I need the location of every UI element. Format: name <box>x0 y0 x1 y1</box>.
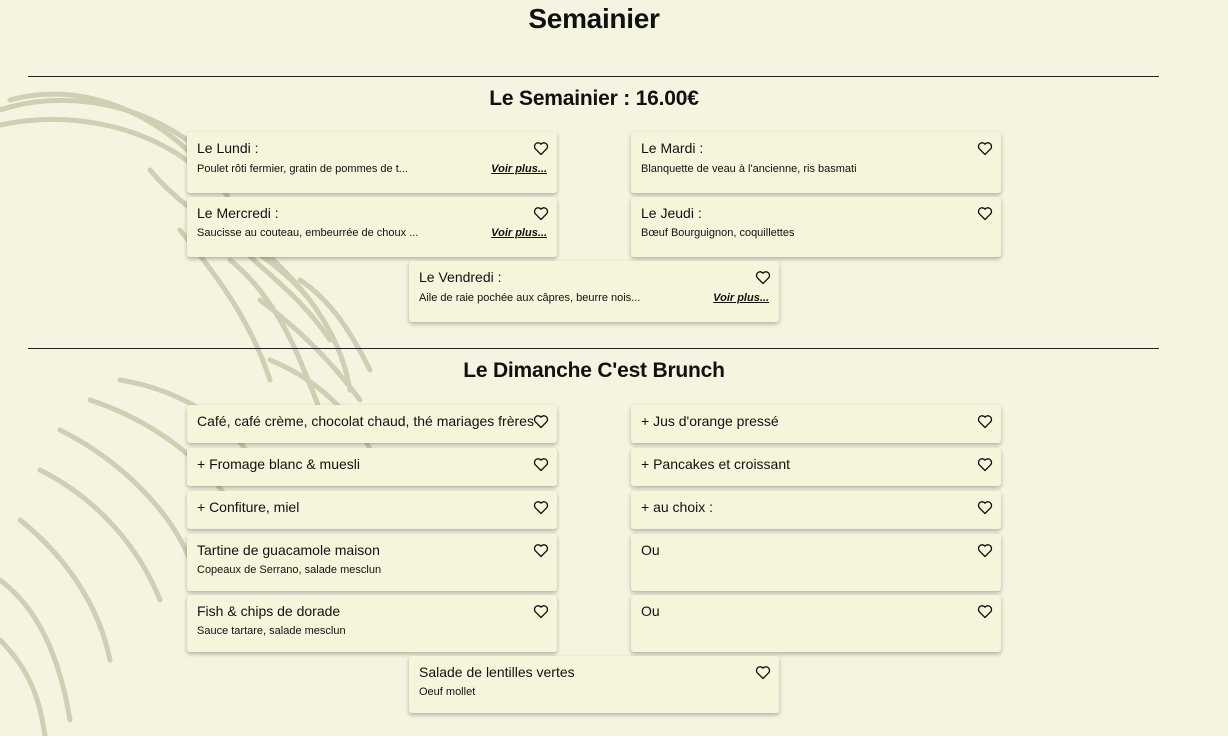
menu-item-description: Oeuf mollet <box>419 686 476 698</box>
menu-item-name: Ou <box>641 603 660 619</box>
menu-item-name: Le Jeudi : <box>641 205 702 221</box>
heart-outline-icon[interactable] <box>977 500 993 515</box>
heart-outline-icon[interactable] <box>977 206 993 221</box>
menu-item-description: Bœuf Bourguignon, coquillettes <box>641 227 795 239</box>
voir-plus-link[interactable]: Voir plus... <box>713 292 769 304</box>
menu-card-salade-lentilles[interactable] <box>409 656 779 713</box>
menu-card-confiture[interactable] <box>187 491 557 529</box>
section-divider <box>28 348 1159 349</box>
menu-item-name: Le Mercredi : <box>197 205 279 221</box>
page-title: Semainier <box>528 3 660 34</box>
menu-item-name: Le Vendredi : <box>419 269 502 285</box>
heart-outline-icon[interactable] <box>533 543 549 558</box>
voir-plus-link[interactable]: Voir plus... <box>491 163 547 175</box>
section-title-semainier: Le Semainier : 16.00€ <box>489 87 699 110</box>
heart-outline-icon[interactable] <box>977 543 993 558</box>
menu-card-ou[interactable] <box>631 534 1001 591</box>
menu-item-description: Sauce tartare, salade mesclun <box>197 625 346 637</box>
heart-outline-icon[interactable] <box>977 604 993 619</box>
heart-outline-icon[interactable] <box>755 270 771 285</box>
menu-card-jeudi[interactable] <box>631 197 1001 257</box>
menu-item-name: Salade de lentilles vertes <box>419 664 575 680</box>
heart-outline-icon[interactable] <box>533 414 549 429</box>
heart-outline-icon[interactable] <box>533 500 549 515</box>
menu-item-name: Tartine de guacamole maison <box>197 542 380 558</box>
heart-outline-icon[interactable] <box>533 206 549 221</box>
voir-plus-link[interactable]: Voir plus... <box>491 227 547 239</box>
menu-card-lundi[interactable] <box>187 132 557 193</box>
menu-item-name: Le Mardi : <box>641 140 704 156</box>
heart-outline-icon[interactable] <box>533 457 549 472</box>
menu-card-au-choix[interactable] <box>631 491 1001 529</box>
menu-item-name: + Jus d'orange pressé <box>641 413 779 429</box>
menu-card-mercredi[interactable] <box>187 197 557 257</box>
menu-card-fromage-blanc[interactable] <box>187 448 557 486</box>
menu-item-name: + au choix : <box>641 499 713 515</box>
menu-item-name: Café, café crème, chocolat chaud, thé mariages frères <box>197 413 534 429</box>
menu-card-fish-chips[interactable] <box>187 595 557 652</box>
heart-outline-icon[interactable] <box>533 604 549 619</box>
heart-outline-icon[interactable] <box>755 665 771 680</box>
menu-item-name: Fish & chips de dorade <box>197 603 341 619</box>
menu-item-name: Ou <box>641 542 660 558</box>
heart-outline-icon[interactable] <box>977 457 993 472</box>
menu-card-tartine-guacamole[interactable] <box>187 534 557 591</box>
menu-item-description: Saucisse au couteau, embeurrée de choux ... <box>197 227 419 239</box>
menu-item-description: Blanquette de veau à l'ancienne, ris basmati <box>641 163 857 175</box>
menu-card-vendredi[interactable] <box>409 261 779 322</box>
menu-card-mardi[interactable] <box>631 132 1001 193</box>
menu-card-jus-orange[interactable] <box>631 405 1001 443</box>
menu-card-boissons-chaudes[interactable] <box>187 405 557 443</box>
section-divider <box>28 76 1159 77</box>
menu-card-pancakes[interactable] <box>631 448 1001 486</box>
menu-item-description: Copeaux de Serrano, salade mesclun <box>197 564 382 576</box>
heart-outline-icon[interactable] <box>977 414 993 429</box>
menu-card-ou[interactable] <box>631 595 1001 652</box>
menu-item-description: Aile de raie pochée aux câpres, beurre nois... <box>419 292 641 304</box>
menu-item-name: Le Lundi : <box>197 140 259 156</box>
menu-item-name: + Fromage blanc & muesli <box>197 456 361 472</box>
heart-outline-icon[interactable] <box>533 141 549 156</box>
menu-item-description: Poulet rôti fermier, gratin de pommes de t... <box>197 163 408 175</box>
heart-outline-icon[interactable] <box>977 141 993 156</box>
section-title-brunch: Le Dimanche C'est Brunch <box>463 359 725 382</box>
menu-item-name: + Confiture, miel <box>197 499 300 515</box>
menu-item-name: + Pancakes et croissant <box>641 456 791 472</box>
